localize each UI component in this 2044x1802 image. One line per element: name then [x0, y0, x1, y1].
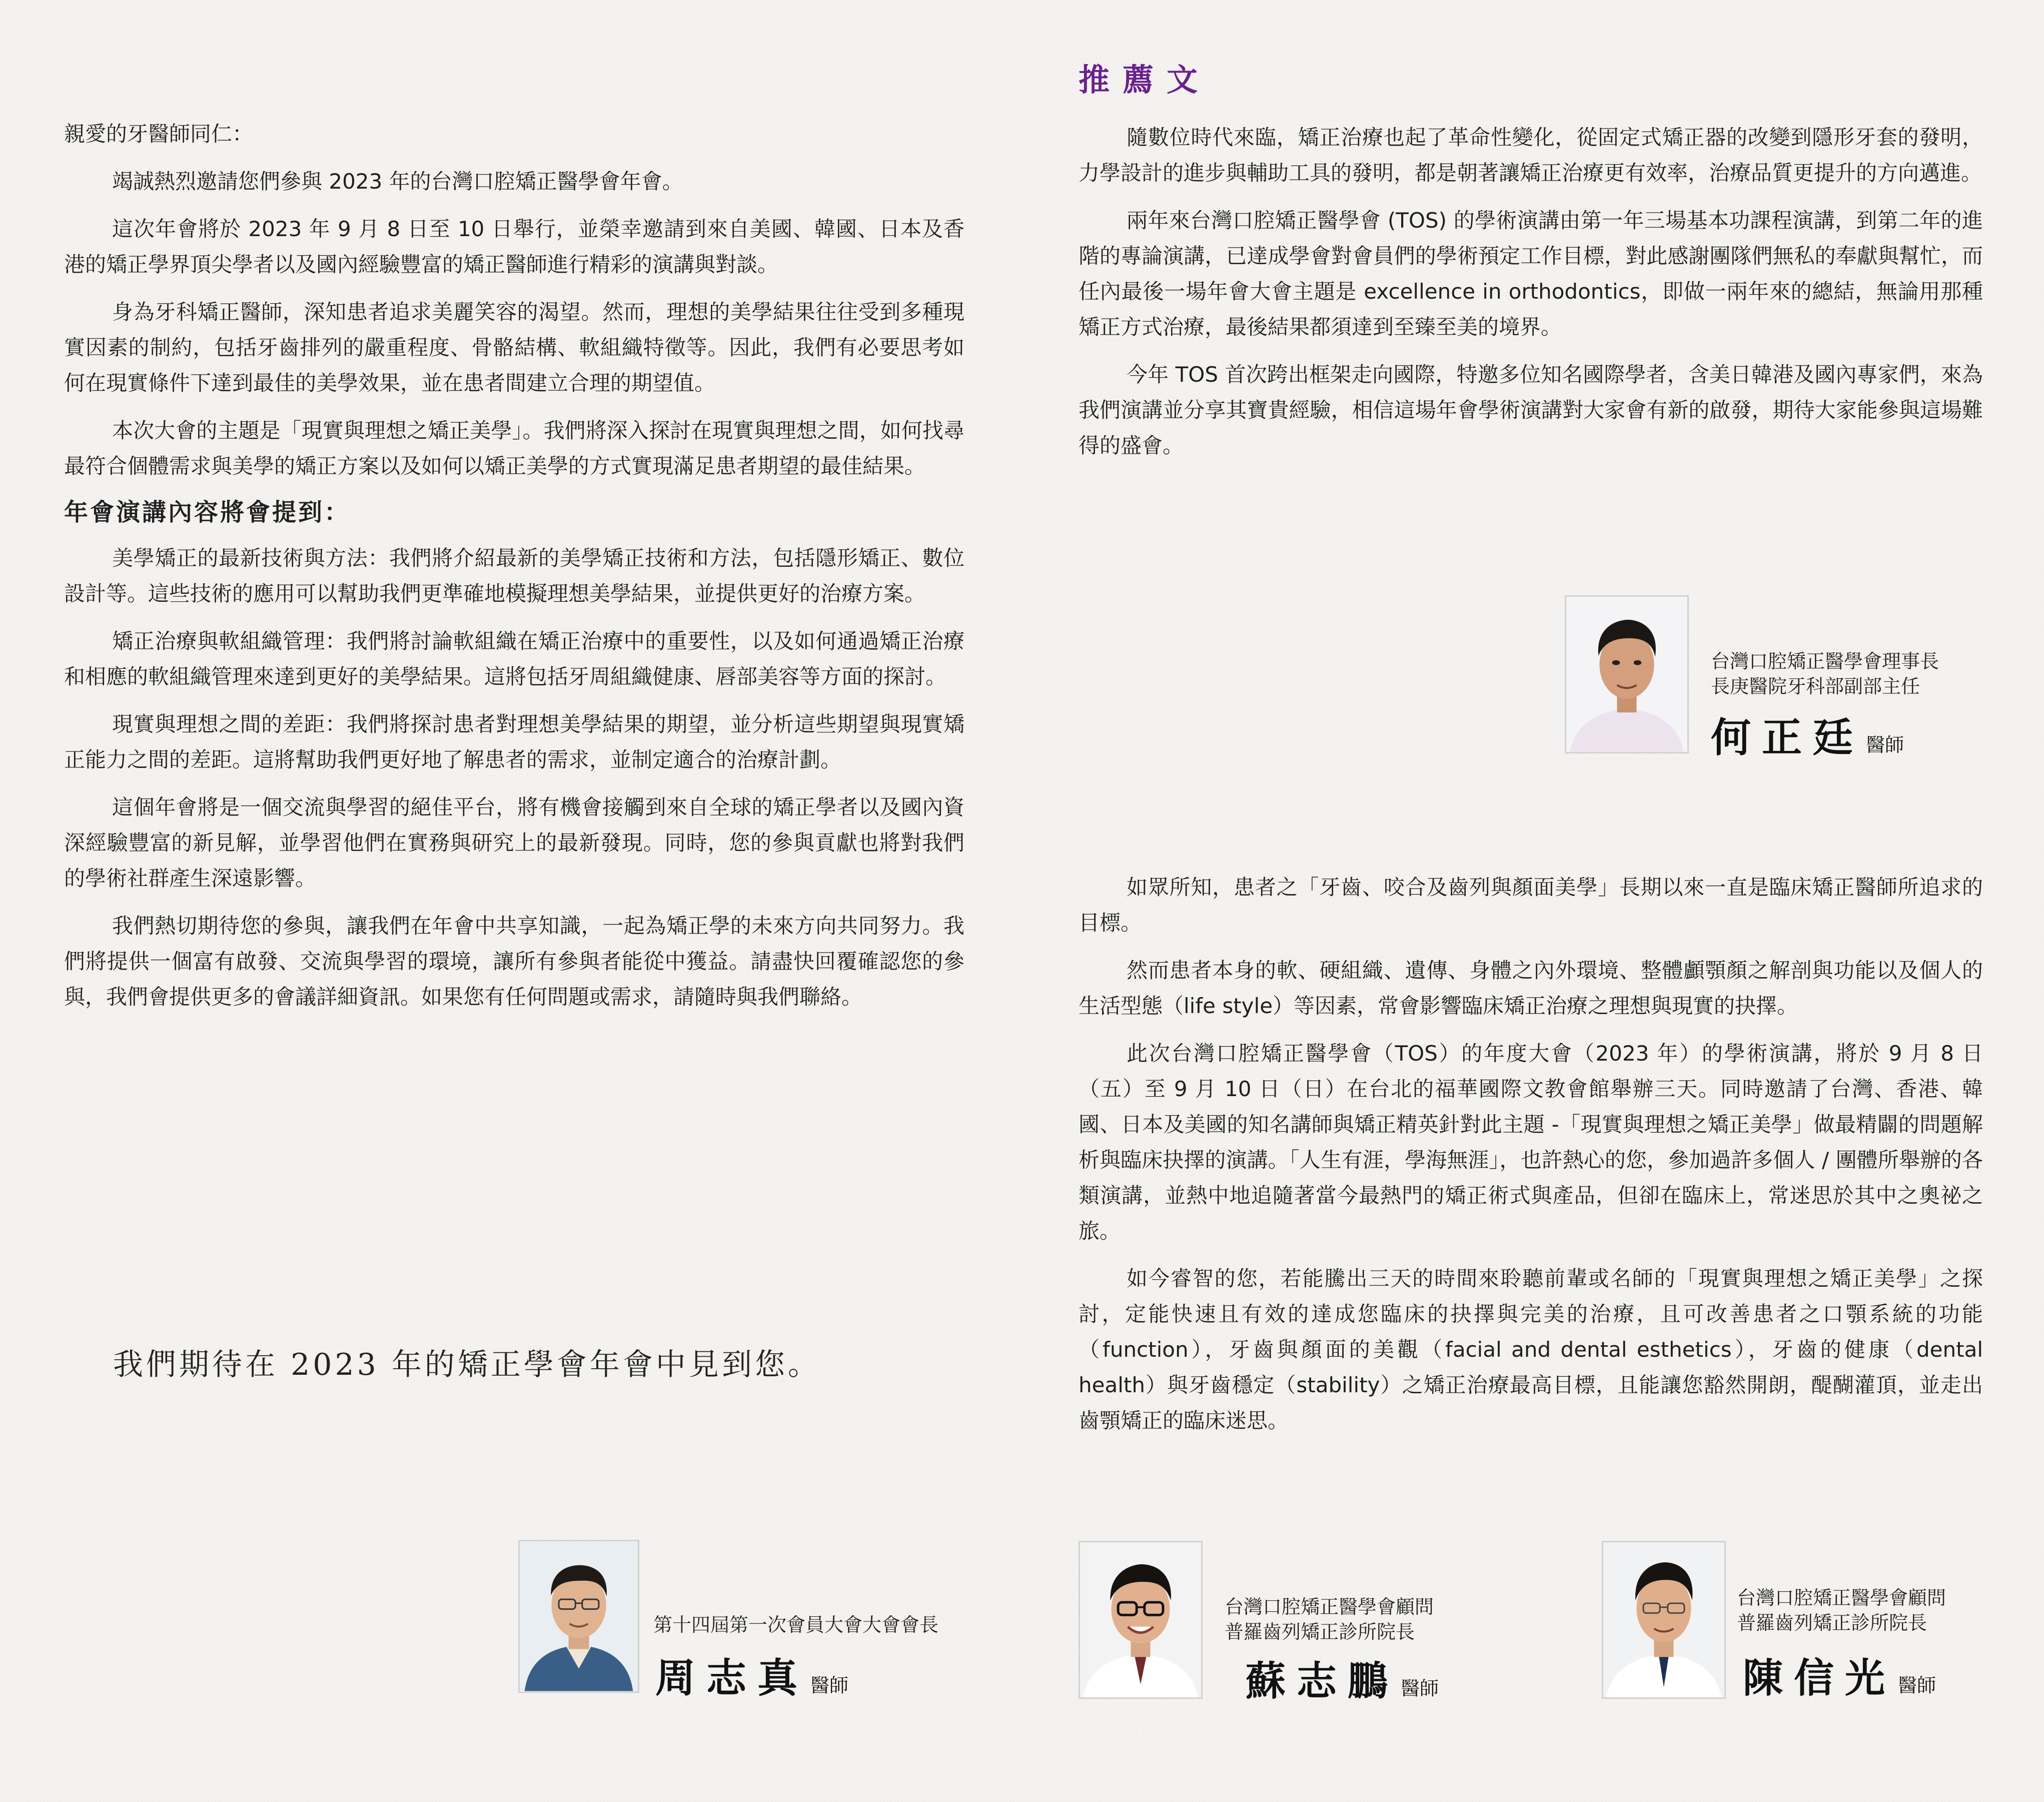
recommendation-paragraph: 今年 TOS 首次跨出框架走向國際，特邀多位知名國際學者，含美日韓港及國內專家們，來為我們演講並分享其寶貴經驗，相信這場年會學術演講對大家會有新的啟發，期待大家能參與這場難得的盛會。 [1079, 362, 1983, 458]
recommendation-paragraph: 如今睿智的您，若能騰出三天的時間來聆聽前輩或名師的「現實與理想之矯正美學」之探討，定能快速且有效的達成您臨床的抉擇與完美的治療，且可改善患者之口顎系統的功能（function），牙齒與顏面的美觀（facial and dental esthetics），牙齒的健康（dental health）與牙齒穩定（stability）之矯正治療最高目標，且能讓您豁然開朗，醍醐灌頂，並走出齒顎矯正的臨床迷思。 [1079, 1266, 1983, 1433]
closing-line: 我們期待在 2023 年的矯正學會年會中見到您。 [113, 1347, 821, 1382]
recommendation-title: 推薦文 [1079, 62, 1211, 98]
signer-name-text: 蘇志鵬 [1246, 1657, 1399, 1704]
letter-paragraph: 身為牙科矯正醫師，深知患者追求美麗笑容的渴望。然而，理想的美學結果往往受到多種現實因素的制約，包括牙齒排列的嚴重程度、骨骼結構、軟組織特徵等。因此，我們有必要思考如何在現實條件下達到最佳的美學效果，並在患者間建立合理的期望值。 [64, 300, 964, 395]
section-heading: 年會演講內容將會提到： [64, 498, 351, 526]
recommendation-paragraph: 兩年來台灣口腔矯正醫學會 (TOS) 的學術演講由第一年三場基本功課程演講，到第二年的進階的專論演講，已達成學會對會員們的學術預定工作目標，對此感謝團隊們無私的奉獻與幫忙，而任內最後一場年會大會主題是 excellence in orthodontics，即做一兩年來的總結，無論用那種矯正方式治療，最後結果都須達到至臻至美的境界。 [1079, 208, 1983, 339]
signer-title: 第十四屆第一次會員大會大會會長 [653, 1614, 939, 1636]
signer-name-text: 周志真 [655, 1654, 808, 1701]
signer-name [655, 1646, 848, 1703]
topic-paragraph: 美學矯正的最新技術與方法：我們將介紹最新的美學矯正技術和方法，包括隱形矯正、數位設計等。這些技術的應用可以幫助我們更準確地模擬理想美學結果，並提供更好的治療方案。 [64, 546, 964, 606]
recommendation-paragraph: 隨數位時代來臨，矯正治療也起了革命性變化，從固定式矯正器的改變到隱形牙套的發明，力學設計的進步與輔助工具的發明，都是朝著讓矯正治療更有效率，治療品質更提升的方向邁進。 [1079, 125, 1983, 185]
portrait-chen-image [1603, 1542, 1724, 1697]
topic-paragraph: 現實與理想之間的差距：我們將探討患者對理想美學結果的期望，並分析這些期望與現實矯正能力之間的差距。這將幫助我們更好地了解患者的需求，並制定適合的治療計劃。 [64, 712, 964, 772]
topic-paragraph: 矯正治療與軟組織管理：我們將討論軟組織在矯正治療中的重要性，以及如何通過矯正治療和相應的軟組織管理來達到更好的美學結果。這將包括牙周組織健康、唇部美容等方面的探討。 [64, 629, 964, 689]
portrait-photo [1565, 595, 1689, 753]
signer-honorific: 醫師 [1898, 1674, 1936, 1696]
recommendation-paragraph: 然而患者本身的軟、硬組織、遺傳、身體之內外環境、整體顱顎顏之解剖與功能以及個人的生活型態（life style）等因素，常會影響臨床矯正治療之理想與現實的抉擇。 [1079, 958, 1983, 1018]
signer-name [1711, 705, 1904, 763]
letter-paragraph: 這次年會將於 2023 年 9 月 8 日至 10 日舉行，並榮幸邀請到來自美國、韓國、日本及香港的矯正學界頂尖學者以及國內經驗豐富的矯正醫師進行精彩的演講與對談。 [64, 217, 964, 277]
signer-title-line2: 普羅齒列矯正診所院長 [1225, 1621, 1415, 1643]
portrait-photo [518, 1540, 639, 1693]
portrait-su-image [1080, 1542, 1201, 1697]
signer-title-line1: 台灣口腔矯正醫學會顧問 [1225, 1596, 1434, 1618]
recommendation-paragraph: 如眾所知，患者之「牙齒、咬合及齒列與顏面美學」長期以來一直是臨床矯正醫師所追求的目標。 [1079, 875, 1983, 935]
signer-name-text: 何正廷 [1711, 714, 1864, 761]
recommendation-part2 [1079, 869, 1983, 1438]
signer-name [1246, 1649, 1439, 1706]
signer-title-line2: 長庚醫院牙科部副部主任 [1711, 675, 1920, 697]
salutation: 親愛的牙醫師同仁： [64, 122, 254, 146]
portrait-he-image [1566, 597, 1687, 752]
signer-honorific: 醫師 [1401, 1677, 1439, 1699]
signer-title-line2: 普羅齒列矯正診所院長 [1737, 1612, 1927, 1634]
signer-title-line1: 台灣口腔矯正醫學會理事長 [1711, 650, 1939, 672]
signer-honorific: 醫師 [810, 1674, 849, 1696]
letter-paragraph: 竭誠熱烈邀請您們參與 2023 年的台灣口腔矯正醫學會年會。 [112, 169, 683, 194]
signer-name-text: 陳信光 [1743, 1654, 1896, 1701]
recommendation-section [1079, 55, 1983, 463]
portrait-photo [1602, 1541, 1726, 1699]
letter-paragraph: 本次大會的主題是「現實與理想之矯正美學」。我們將深入探討在現實與理想之間，如何找尋最符合個體需求與美學的矯正方案以及如何以矯正美學的方式實現滿足患者期望的最佳結果。 [64, 418, 964, 478]
recommendation-paragraph: 此次台灣口腔矯正醫學會（TOS）的年度大會（2023 年）的學術演講，將於 9 月 8 日（五）至 9 月 10 日（日）在台北的福華國際文教會館舉辦三天。同時邀請了台灣、香港、韓國、日本及美國的知名講師與矯正精英針對此主題 -「現實與理想之矯正美學」做最精闢的問題解析與臨床抉擇的演講。「人生有涯，學海無涯」，也許熱心的您，參加過許多個人 / 團體所舉辦的各類演講，並熱中地追隨著當今最熱門的矯正術式與產品，但卻在臨床上，常迷思於其中之奧祕之旅。 [1079, 1041, 1983, 1243]
signer-honorific: 醫師 [1866, 734, 1904, 756]
signer-title-line1: 台灣口腔矯正醫學會顧問 [1737, 1587, 1946, 1609]
portrait-photo [1079, 1541, 1203, 1699]
portrait-zhou-image [520, 1541, 638, 1691]
invitation-letter [64, 116, 964, 1015]
topic-paragraph: 這個年會將是一個交流與學習的絕佳平台，將有機會接觸到來自全球的矯正學者以及國內資深經驗豐富的新見解，並學習他們在實務與研究上的最新發現。同時，您的參與貢獻也將對我們的學術社群產生深遠影響。 [64, 795, 964, 890]
signer-name [1743, 1646, 1936, 1703]
topic-paragraph: 我們熱切期待您的參與，讓我們在年會中共享知識，一起為矯正學的未來方向共同努力。我們將提供一個富有啟發、交流與學習的環境，讓所有參與者能從中獲益。請盡快回覆確認您的參與，我們會提供更多的會議詳細資訊。如果您有任何問題或需求，請隨時與我們聯絡。 [64, 914, 964, 1009]
